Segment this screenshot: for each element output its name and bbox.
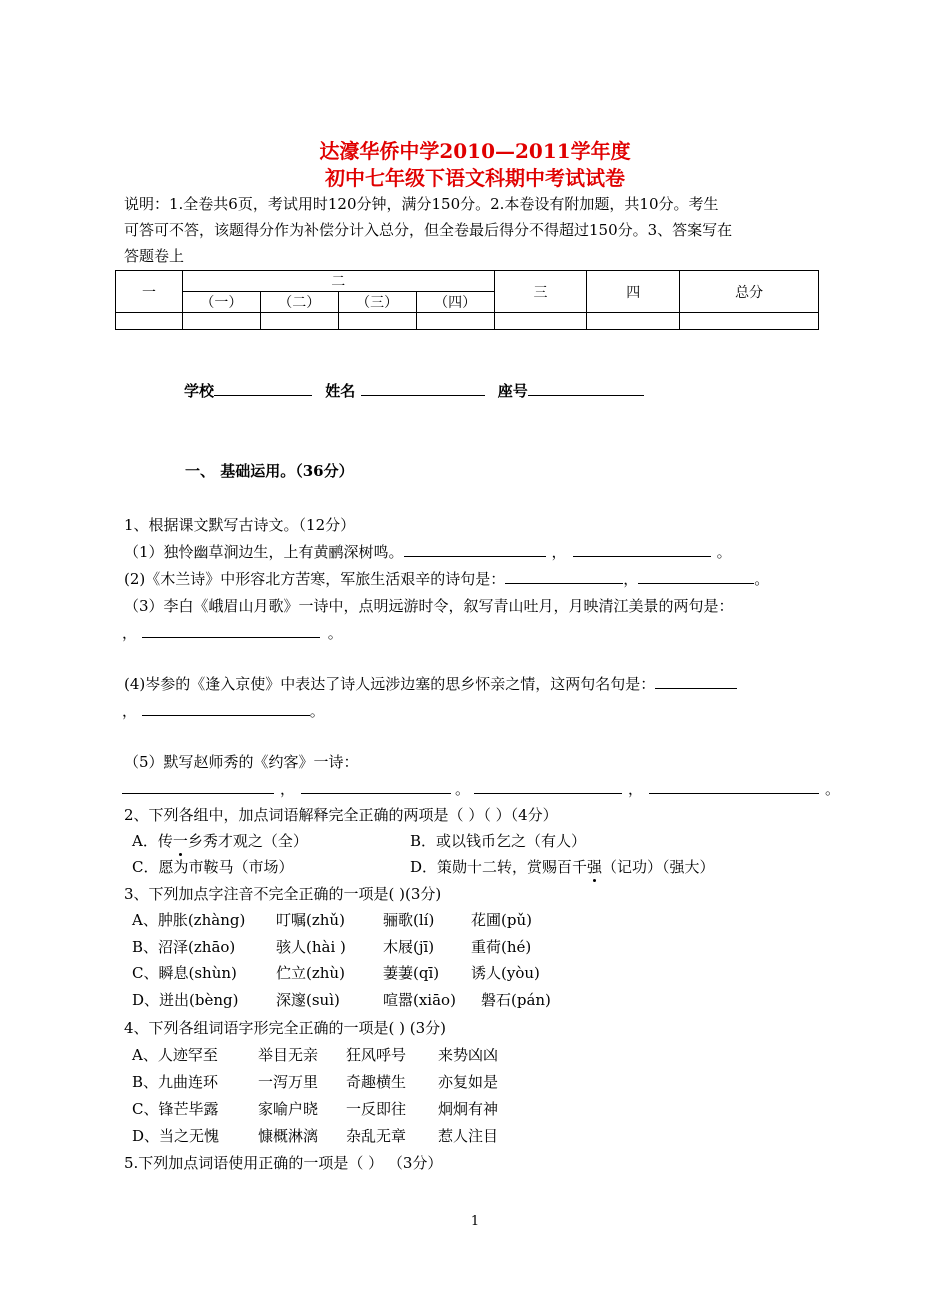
score-col-1: 一 bbox=[116, 271, 183, 313]
q1-part2-text: (2)《木兰诗》中形容北方苦寒，军旅生活艰辛的诗句是： bbox=[124, 570, 506, 588]
q3-a-1: A、肿胀(zhàng) bbox=[132, 911, 246, 929]
q3-option-c bbox=[132, 962, 540, 983]
q2-option-d bbox=[410, 856, 715, 877]
q1-part1-text: （1）独怜幽草涧边生，上有黄鹂深树鸣。 bbox=[124, 543, 404, 561]
score-col-2: 二 bbox=[182, 271, 494, 292]
score-cell[interactable] bbox=[338, 313, 416, 330]
score-col-3: 三 bbox=[494, 271, 587, 313]
period: 。 bbox=[716, 543, 732, 561]
q1-part2-blank-b[interactable] bbox=[638, 569, 754, 584]
section-1-heading: 一、 基础运用。（36分） bbox=[185, 462, 354, 480]
instructions-line3: 答题卷上 bbox=[124, 247, 185, 265]
q1-part4-blank-a[interactable] bbox=[655, 674, 737, 689]
q3-d-2: 深邃(suì) bbox=[276, 991, 340, 1009]
school-label: 学校 bbox=[184, 382, 215, 400]
q3-b-1: B、沼泽(zhāo) bbox=[132, 938, 236, 956]
comma: ， bbox=[122, 702, 138, 720]
q2-option-a bbox=[132, 830, 308, 851]
q1-part5-text: （5）默写赵师秀的《约客》一诗： bbox=[124, 753, 359, 771]
score-cell[interactable] bbox=[116, 313, 183, 330]
q3-a-2: 叮嘱(zhǔ) bbox=[276, 911, 345, 929]
period: 。 bbox=[754, 570, 770, 588]
q1-part4-text: (4)岑参的《逢入京使》中表达了诗人远涉边塞的思乡怀亲之情，这两句名句是： bbox=[124, 675, 656, 693]
seat-label: 座号 bbox=[497, 382, 528, 400]
q1-part5-blank-c[interactable] bbox=[474, 779, 622, 794]
q2-d-pre: D．策勋十二转，赏赐百千 bbox=[410, 858, 588, 876]
q4-a-1: A、人迹罕至 bbox=[132, 1046, 218, 1064]
q3-option-d bbox=[132, 989, 551, 1010]
score-cell[interactable] bbox=[260, 313, 338, 330]
q1-part4 bbox=[124, 673, 737, 694]
q3-a-3: 骊歌(lí) bbox=[383, 911, 435, 929]
score-table bbox=[115, 270, 819, 330]
q2-option-b: B．或以钱币乞之（有人） bbox=[410, 832, 587, 850]
q2-d-post: （记功）（强大） bbox=[602, 858, 715, 876]
seat-field[interactable] bbox=[528, 381, 644, 396]
page-number: 1 bbox=[470, 1214, 480, 1229]
q4-c-2: 家喻户晓 bbox=[258, 1100, 319, 1118]
q4-a-3: 狂风呼号 bbox=[346, 1046, 407, 1064]
q3-title: 3、下列加点字注音不完全正确的一项是( )(3分) bbox=[124, 885, 442, 903]
score-col-4: 四 bbox=[587, 271, 680, 313]
q1-part2-blank-a[interactable] bbox=[505, 569, 623, 584]
name-field[interactable] bbox=[361, 381, 485, 396]
q3-c-3: 萋萋(qī) bbox=[383, 964, 440, 982]
q4-d-3: 杂乱无章 bbox=[346, 1127, 407, 1145]
q4-b-2: 一泻万里 bbox=[258, 1073, 319, 1091]
q1-part5-blank-d[interactable] bbox=[649, 779, 819, 794]
exam-title-line2: 初中七年级下语文科期中考试试卷 bbox=[325, 166, 625, 190]
q1-part5-blank-b[interactable] bbox=[301, 779, 451, 794]
period: 。 bbox=[327, 624, 343, 642]
q4-option-c bbox=[132, 1098, 498, 1119]
student-info-row bbox=[184, 380, 644, 401]
score-sub-3: （三） bbox=[338, 292, 416, 313]
q2-a-post: 乡秀才观之（全） bbox=[187, 832, 308, 850]
q1-part1 bbox=[124, 541, 732, 562]
q3-a-4: 花圃(pǔ) bbox=[471, 911, 532, 929]
score-cell[interactable] bbox=[494, 313, 587, 330]
exam-title-line1: 达濠华侨中学2010—2011学年度 bbox=[319, 139, 631, 163]
comma: ， bbox=[623, 570, 639, 588]
q3-b-4: 重荷(hé) bbox=[471, 938, 532, 956]
q3-option-a bbox=[132, 909, 532, 930]
score-cell[interactable] bbox=[680, 313, 819, 330]
q4-b-1: B、九曲连环 bbox=[132, 1073, 219, 1091]
score-sub-2: （二） bbox=[260, 292, 338, 313]
q4-d-2: 慷概淋漓 bbox=[258, 1127, 319, 1145]
q4-title: 4、下列各组词语字形完全正确的一项是( ) (3分) bbox=[124, 1019, 447, 1037]
q4-option-b bbox=[132, 1071, 498, 1092]
q3-d-4: 磐石(pán) bbox=[481, 991, 551, 1009]
q4-d-1: D、当之无愧 bbox=[132, 1127, 220, 1145]
q4-b-3: 奇趣横生 bbox=[346, 1073, 407, 1091]
q3-c-2: 伫立(zhù) bbox=[276, 964, 345, 982]
q1-part3-answer bbox=[122, 622, 343, 643]
q3-d-1: D、迸出(bèng) bbox=[132, 991, 239, 1009]
q1-part5-answer bbox=[122, 778, 840, 799]
q4-option-d bbox=[132, 1125, 498, 1146]
q3-c-4: 诱人(yòu) bbox=[471, 964, 540, 982]
comma: ， bbox=[628, 780, 644, 798]
q3-c-1: C、瞬息(shùn) bbox=[132, 964, 237, 982]
q4-c-3: 一反即往 bbox=[346, 1100, 407, 1118]
q1-part2 bbox=[124, 568, 769, 589]
period: 。 bbox=[455, 780, 471, 798]
q1-title: 1、根据课文默写古诗文。（12分） bbox=[124, 516, 356, 534]
q4-option-a bbox=[132, 1044, 498, 1065]
q1-part3-text: （3）李白《峨眉山月歌》一诗中，点明远游时令，叙写青山吐月，月映清江美景的两句是： bbox=[124, 597, 734, 615]
q3-option-b bbox=[132, 936, 531, 957]
q1-part4-answer bbox=[122, 700, 325, 721]
q1-part1-blank-b[interactable] bbox=[573, 542, 711, 557]
name-label: 姓名 bbox=[325, 382, 356, 400]
q4-c-1: C、锋芒毕露 bbox=[132, 1100, 219, 1118]
comma: ， bbox=[551, 543, 567, 561]
period: 。 bbox=[309, 702, 325, 720]
score-sub-1: （一） bbox=[182, 292, 260, 313]
q4-a-2: 举目无亲 bbox=[258, 1046, 319, 1064]
q1-part5-blank-a[interactable] bbox=[122, 779, 274, 794]
q1-part4-blank-b[interactable] bbox=[142, 701, 310, 716]
q2-a-dotted: 一 bbox=[172, 832, 188, 850]
q4-d-4: 惹人注目 bbox=[438, 1127, 499, 1145]
score-cell[interactable] bbox=[587, 313, 680, 330]
q4-b-4: 亦复如是 bbox=[438, 1073, 499, 1091]
score-cell[interactable] bbox=[182, 313, 260, 330]
score-cell[interactable] bbox=[416, 313, 494, 330]
score-total: 总分 bbox=[680, 271, 819, 313]
instructions-line1: 说明：1.全卷共6页，考试用时120分钟，满分150分。2.本卷设有附加题，共10分。考生 bbox=[124, 195, 719, 213]
q2-d-dotted: 强 bbox=[587, 858, 603, 876]
q2-option-c: C．愿为市鞍马（市场） bbox=[132, 858, 294, 876]
q3-b-3: 木屐(jī) bbox=[383, 938, 435, 956]
q2-title: 2、下列各组中，加点词语解释完全正确的两项是（ ）（ ）（4分） bbox=[124, 806, 558, 824]
comma: ， bbox=[280, 780, 296, 798]
instructions-line2: 可答可不答，该题得分作为补偿分计入总分，但全卷最后得分不得超过150分。3、答案写在 bbox=[124, 221, 733, 239]
score-sub-4: （四） bbox=[416, 292, 494, 313]
q1-part1-blank-a[interactable] bbox=[404, 542, 546, 557]
period: 。 bbox=[825, 780, 841, 798]
q3-b-2: 骇人(hài ) bbox=[276, 938, 346, 956]
q1-part3-blank[interactable] bbox=[142, 623, 320, 638]
q5-title: 5.下列加点词语使用正确的一项是（ ） （3分） bbox=[124, 1154, 443, 1172]
comma: ， bbox=[122, 624, 138, 642]
q4-a-4: 来势凶凶 bbox=[438, 1046, 499, 1064]
school-field[interactable] bbox=[214, 381, 312, 396]
q3-d-3: 喧嚣(xiāo) bbox=[383, 991, 456, 1009]
q4-c-4: 炯炯有神 bbox=[438, 1100, 499, 1118]
q2-a-pre: A．传 bbox=[132, 832, 173, 850]
